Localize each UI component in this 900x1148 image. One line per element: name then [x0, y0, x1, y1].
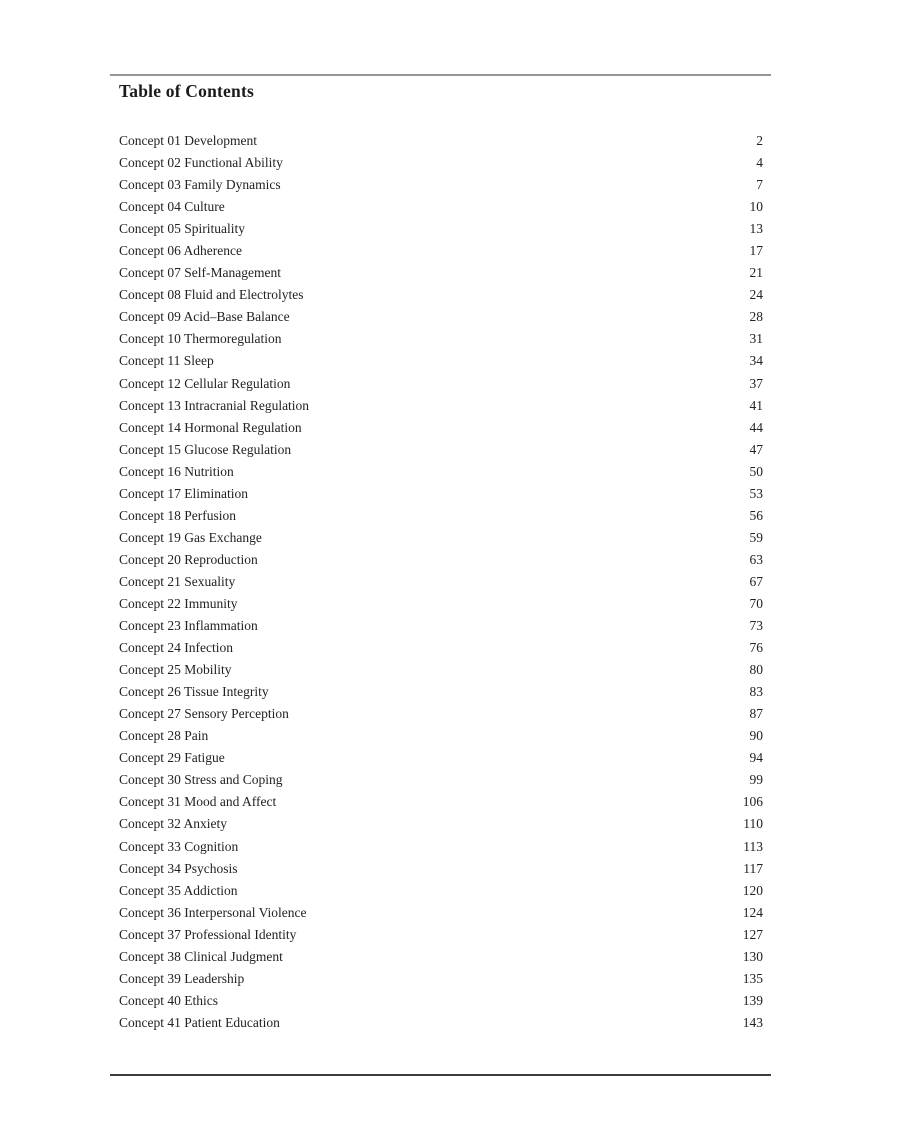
toc-entry-page: 70 [749, 595, 763, 611]
toc-entry-page: 143 [742, 1014, 763, 1030]
toc-entry [119, 505, 763, 527]
toc-entry-page: 63 [749, 551, 763, 567]
toc-entry-label: Concept 40 Ethics [119, 992, 218, 1008]
toc-entry-page: 99 [749, 772, 763, 788]
toc-entry-page: 59 [749, 529, 763, 545]
toc-entry-label: Concept 26 Tissue Integrity [119, 684, 269, 700]
toc-entry [119, 306, 763, 328]
toc-entry-label: Concept 23 Inflammation [119, 618, 258, 634]
toc-entry [119, 968, 763, 990]
toc-entry-label: Concept 04 Culture [119, 199, 225, 215]
toc-entry-label: Concept 20 Reproduction [119, 551, 258, 567]
toc-entry-page: 135 [742, 970, 763, 986]
toc-entry-page: 127 [742, 926, 763, 942]
toc-entry-label: Concept 35 Addiction [119, 882, 238, 898]
toc-entry-page: 44 [749, 419, 763, 435]
toc-list [119, 130, 763, 1034]
toc-entry-page: 10 [749, 199, 763, 215]
toc-entry [119, 725, 763, 747]
toc-entry-page: 94 [749, 750, 763, 766]
toc-entry-label: Concept 25 Mobility [119, 662, 232, 678]
toc-entry [119, 659, 763, 681]
toc-entry-page: 31 [749, 331, 763, 347]
toc-entry-label: Concept 11 Sleep [119, 353, 214, 369]
toc-entry-label: Concept 01 Development [119, 133, 257, 148]
toc-entry-page: 53 [749, 485, 763, 501]
toc-entry [119, 703, 763, 725]
toc-entry-page: 80 [749, 662, 763, 678]
toc-entry-page: 67 [749, 573, 763, 589]
toc-entry-label: Concept 18 Perfusion [119, 507, 236, 523]
toc-entry [119, 350, 763, 372]
footer-divider [110, 1074, 771, 1076]
toc-entry-page: 106 [742, 794, 763, 810]
toc-entry-label: Concept 37 Professional Identity [119, 926, 297, 942]
toc-entry [119, 946, 763, 968]
toc-entry-label: Concept 09 Acid–Base Balance [119, 309, 290, 325]
toc-entry-page: 4 [756, 155, 763, 171]
toc-entry [119, 218, 763, 240]
toc-entry [119, 328, 763, 350]
toc-entry [119, 813, 763, 835]
toc-entry [119, 549, 763, 571]
toc-entry-label: Concept 28 Pain [119, 728, 209, 744]
toc-entry [119, 439, 763, 461]
toc-entry-label: Concept 07 Self-Management [119, 265, 281, 281]
toc-entry-page: 41 [749, 397, 763, 413]
toc-entry-page: 110 [743, 816, 763, 832]
toc-entry [119, 990, 763, 1012]
toc-entry-page: 34 [749, 353, 763, 369]
toc-entry [119, 130, 763, 152]
toc-entry-page: 124 [742, 904, 763, 920]
toc-entry-page: 90 [749, 728, 763, 744]
toc-entry-label: Concept 24 Infection [119, 640, 233, 656]
toc-entry-page: 76 [749, 640, 763, 656]
toc-entry [119, 284, 763, 306]
toc-entry-page: 139 [742, 992, 763, 1008]
toc-entry [119, 836, 763, 858]
toc-entry-page: 117 [743, 860, 763, 876]
toc-entry [119, 373, 763, 395]
toc-entry [119, 637, 763, 659]
toc-entry-page: 47 [749, 441, 763, 457]
toc-entry-page: 21 [749, 265, 763, 281]
toc-entry-page: 7 [756, 177, 763, 193]
toc-entry-label: Concept 38 Clinical Judgment [119, 948, 283, 964]
toc-entry-label: Concept 19 Gas Exchange [119, 529, 262, 545]
toc-entry [119, 791, 763, 813]
toc-entry-page: 87 [749, 706, 763, 722]
toc-entry [119, 483, 763, 505]
toc-entry [119, 681, 763, 703]
toc-entry-page: 50 [749, 463, 763, 479]
toc-entry [119, 593, 763, 615]
toc-entry-label: Concept 06 Adherence [119, 243, 242, 259]
toc-entry [119, 924, 763, 946]
toc-entry-page: 2 [756, 133, 763, 148]
header-divider [110, 74, 771, 76]
toc-entry [119, 571, 763, 593]
toc-entry-page: 17 [749, 243, 763, 259]
toc-entry-page: 120 [742, 882, 763, 898]
toc-entry [119, 1012, 763, 1034]
toc-entry-label: Concept 14 Hormonal Regulation [119, 419, 302, 435]
toc-entry-label: Concept 22 Immunity [119, 595, 238, 611]
toc-entry-label: Concept 34 Psychosis [119, 860, 238, 876]
toc-entry-label: Concept 10 Thermoregulation [119, 331, 282, 347]
toc-entry-label: Concept 08 Fluid and Electrolytes [119, 287, 304, 303]
page-title: Table of Contents [119, 81, 254, 101]
toc-entry [119, 240, 763, 262]
toc-entry-label: Concept 36 Interpersonal Violence [119, 904, 307, 920]
toc-entry [119, 395, 763, 417]
toc-entry [119, 174, 763, 196]
toc-entry-page: 113 [743, 838, 763, 854]
toc-entry-label: Concept 39 Leadership [119, 970, 245, 986]
toc-entry-label: Concept 31 Mood and Affect [119, 794, 277, 810]
toc-entry-label: Concept 03 Family Dynamics [119, 177, 281, 193]
toc-entry-label: Concept 29 Fatigue [119, 750, 225, 766]
toc-entry-label: Concept 05 Spirituality [119, 221, 245, 237]
toc-entry-page: 83 [749, 684, 763, 700]
toc-entry-label: Concept 17 Elimination [119, 485, 248, 501]
toc-entry [119, 262, 763, 284]
toc-entry-label: Concept 15 Glucose Regulation [119, 441, 292, 457]
toc-entry-label: Concept 30 Stress and Coping [119, 772, 283, 788]
toc-entry [119, 769, 763, 791]
toc-entry [119, 902, 763, 924]
toc-entry [119, 527, 763, 549]
toc-entry-page: 73 [749, 618, 763, 634]
toc-entry-label: Concept 27 Sensory Perception [119, 706, 289, 722]
toc-entry-label: Concept 41 Patient Education [119, 1014, 280, 1030]
toc-entry-label: Concept 02 Functional Ability [119, 155, 283, 171]
toc-entry [119, 747, 763, 769]
toc-entry [119, 461, 763, 483]
toc-entry-label: Concept 33 Cognition [119, 838, 239, 854]
toc-entry [119, 880, 763, 902]
toc-entry-page: 37 [749, 375, 763, 391]
toc-entry [119, 196, 763, 218]
toc-entry [119, 615, 763, 637]
toc-entry [119, 152, 763, 174]
toc-entry-page: 24 [749, 287, 763, 303]
toc-entry-page: 28 [749, 309, 763, 325]
toc-entry-label: Concept 12 Cellular Regulation [119, 375, 291, 391]
toc-entry-page: 130 [742, 948, 763, 964]
toc-entry-page: 56 [749, 507, 763, 523]
toc-entry-page: 13 [749, 221, 763, 237]
toc-entry-label: Concept 16 Nutrition [119, 463, 234, 479]
toc-entry [119, 417, 763, 439]
toc-entry [119, 858, 763, 880]
toc-entry-label: Concept 32 Anxiety [119, 816, 227, 832]
toc-entry-label: Concept 13 Intracranial Regulation [119, 397, 310, 413]
toc-entry-label: Concept 21 Sexuality [119, 573, 236, 589]
